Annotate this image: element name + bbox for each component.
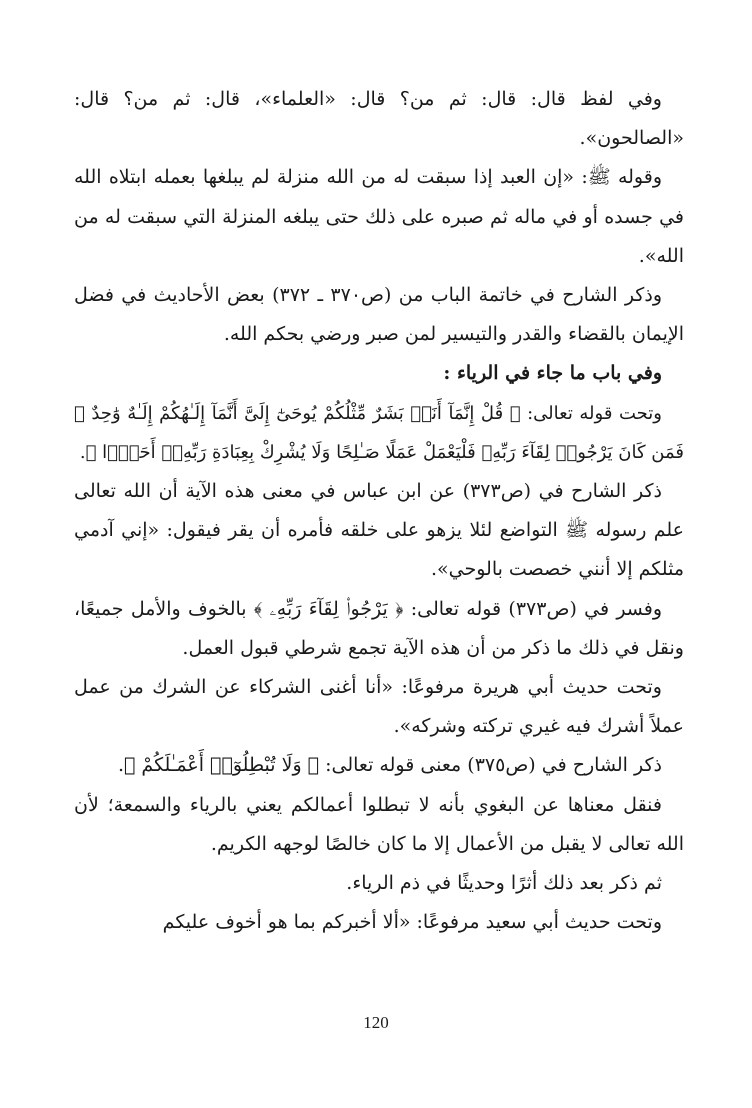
paragraph-8: ذكر الشارح في (ص٣٧٥) معنى قوله تعالى: ﴿ وَلَا تُبْطِلُوٓا۟ أَعْمَـٰلَكُمْ ﴾. (117, 754, 662, 777)
page-body (74, 80, 684, 942)
paragraph-3: وذكر الشارح في خاتمة الباب من (ص٣٧٠ ـ ٣٧٢) بعض الأحاديث في فضل الإيمان بالقضاء والقدر والتيسير لمن صبر ورضي بحكم الله. (74, 284, 684, 346)
paragraph-verse: وتحت قوله تعالى: ﴿ قُلْ إِنَّمَآ أَنَا۠ بَشَرٌ مِّثْلُكُمْ يُوحَىٰٓ إِلَىَّ أَنَّمَآ إِلَـٰهُكُمْ إِلَـٰهٌ وَٰحِدٌ ۖ فَمَن كَانَ يَرْجُوا۟ لِقَآءَ رَبِّهِۦ فَلْيَعْمَلْ عَمَلًا صَـٰلِحًا وَلَا يُشْرِكْ بِعِبَادَةِ رَبِّهِۦٓ أَحَدًۢا ﴾. (74, 402, 684, 463)
section-heading: وفي باب ما جاء في الرياء : (443, 362, 662, 385)
paragraph-10: ثم ذكر بعد ذلك أثرًا وحديثًا في ذم الرياء. (346, 872, 662, 895)
paragraph-7: وتحت حديث أبي هريرة مرفوعًا: «أنا أغنى الشركاء عن الشرك من عمل عملاً أشرك فيه غيري تركته وشركه». (74, 676, 684, 738)
page-number: 120 (363, 1013, 389, 1032)
paragraph-6: وفسر في (ص٣٧٣) قوله تعالى: ﴿ يَرْجُوا۟ لِقَآءَ رَبِّهِۦ ﴾ بالخوف والأمل جميعًا، ونقل في ذلك ما ذكر من أن هذه الآية تجمع شرطي قبول العمل. (74, 597, 684, 659)
paragraph-11: وتحت حديث أبي سعيد مرفوعًا: «ألا أخبركم بما هو أخوف عليكم (162, 911, 662, 934)
paragraph-5: ذكر الشارح في (ص٣٧٣) عن ابن عباس في معنى هذه الآية أن الله تعالى علم رسوله ﷺ التواضع لئلا يزهو على خلقه فأمره أن يقر فيقول: «إني آدمي مثلكم إلا أنني خصصت بالوحي». (74, 480, 684, 581)
paragraph-2: وقوله ﷺ: «إن العبد إذا سبقت له من الله منزلة لم يبلغها بعمله ابتلاه الله في جسده أو في ماله ثم صبره على ذلك حتى يبلغه المنزلة التي سبقت له من الله». (74, 166, 685, 267)
paragraph-9: فنقل معناها عن البغوي بأنه لا تبطلوا أعمالكم يعني بالرياء والسمعة؛ لأن الله تعالى لا يقبل من الأعمال إلا ما كان خالصًا لوجهه الكريم. (74, 793, 684, 855)
paragraph-1: وفي لفظ قال: قال: ثم من؟ قال: «العلماء»، قال: ثم من؟ قال: «الصالحون». (74, 88, 684, 150)
